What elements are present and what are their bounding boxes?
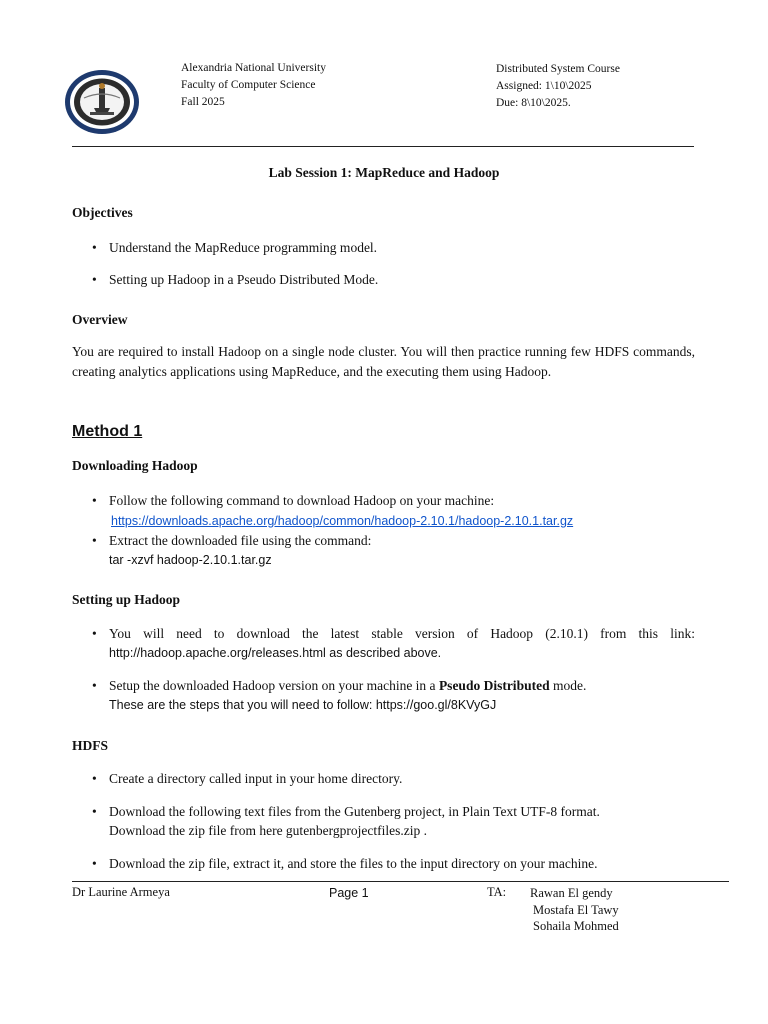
releases-url: http://hadoop.apache.org/releases.html as described above. bbox=[109, 645, 442, 660]
hdfs-heading: HDFS bbox=[72, 738, 109, 753]
due-date: Due: 8\10\2025. bbox=[496, 97, 571, 109]
objectives-heading: Objectives bbox=[72, 205, 133, 220]
ta-name: Sohaila Mohmed bbox=[533, 919, 619, 933]
overview-text: You are required to install Hadoop on a single node cluster. You will then practice running few HDFS commands, creating analytics applications using MapReduce, and the executing them using Hadoop. bbox=[72, 344, 695, 379]
list-item bbox=[72, 491, 702, 531]
setting-up-list bbox=[72, 624, 695, 715]
ta-label: TA: bbox=[487, 885, 507, 899]
objectives-list bbox=[72, 238, 695, 289]
assigned-date: Assigned: 1\10\2025 bbox=[496, 80, 592, 92]
university-name: Alexandria National University bbox=[181, 62, 326, 74]
footer-divider bbox=[72, 881, 729, 882]
gutenberg-text: • Download the following text files from the Gutenberg project, in Plain Text UTF-8 format. bbox=[109, 803, 600, 819]
instructor-name: Dr Laurine Armeya bbox=[72, 885, 170, 899]
term: Fall 2025 bbox=[181, 96, 225, 108]
downloading-heading: Downloading Hadoop bbox=[72, 458, 198, 473]
ta-list bbox=[530, 885, 619, 935]
document-title: Lab Session 1: MapReduce and Hadoop bbox=[268, 165, 500, 180]
list-item bbox=[72, 676, 695, 715]
list-item: • Create a directory called input in your home directory. bbox=[72, 769, 712, 789]
list-item bbox=[72, 624, 695, 663]
setup-steps-text: These are the steps that you will need to follow: https://goo.gl/8KVyGJ bbox=[109, 697, 497, 712]
hdfs-list bbox=[72, 769, 712, 873]
extract-command: tar -xzvf hadoop-2.10.1.tar.gz bbox=[109, 552, 272, 567]
ta-name: Mostafa El Tawy bbox=[533, 902, 619, 917]
list-item: • Understand the MapReduce programming model. bbox=[72, 238, 695, 258]
page-number: Page 1 bbox=[329, 886, 369, 900]
zip-download-text: Download the zip file from here gutenbergprojectfiles.zip . bbox=[109, 823, 428, 838]
setup-text-end: mode. bbox=[549, 678, 587, 693]
download-stable-text: • You will need to download the latest stable version of Hadoop (2.10.1) from this link: bbox=[109, 626, 695, 641]
overview-heading: Overview bbox=[72, 312, 128, 327]
list-item: • Download the zip file, extract it, and store the files to the input directory on your machine. bbox=[72, 854, 712, 874]
university-logo bbox=[64, 68, 142, 134]
list-item: • Setting up Hadoop in a Pseudo Distributed Mode. bbox=[72, 270, 695, 290]
downloading-list bbox=[72, 491, 702, 570]
course-name: Distributed System Course bbox=[496, 63, 620, 75]
pseudo-distributed-bold: Pseudo Distributed bbox=[438, 678, 550, 693]
list-item bbox=[72, 531, 702, 570]
method-heading: Method 1 bbox=[72, 423, 143, 440]
header-institution bbox=[181, 60, 326, 111]
hadoop-download-link[interactable]: https://downloads.apache.org/hadoop/common/hadoop-2.10.1/hadoop-2.10.1.tar.gz bbox=[111, 513, 574, 528]
seal-icon bbox=[64, 68, 142, 134]
header-divider bbox=[72, 146, 694, 147]
header-course bbox=[496, 61, 620, 112]
download-instruction: • Follow the following command to download Hadoop on your machine: bbox=[109, 493, 495, 508]
setup-text: Setup the downloaded Hadoop version on your machine in a bbox=[109, 678, 439, 693]
extract-instruction: • Extract the downloaded file using the command: bbox=[109, 533, 372, 548]
list-item bbox=[72, 802, 712, 841]
faculty-name: Faculty of Computer Science bbox=[181, 79, 316, 91]
ta-name: Rawan El gendy bbox=[530, 886, 613, 900]
setting-up-heading: Setting up Hadoop bbox=[72, 592, 181, 607]
